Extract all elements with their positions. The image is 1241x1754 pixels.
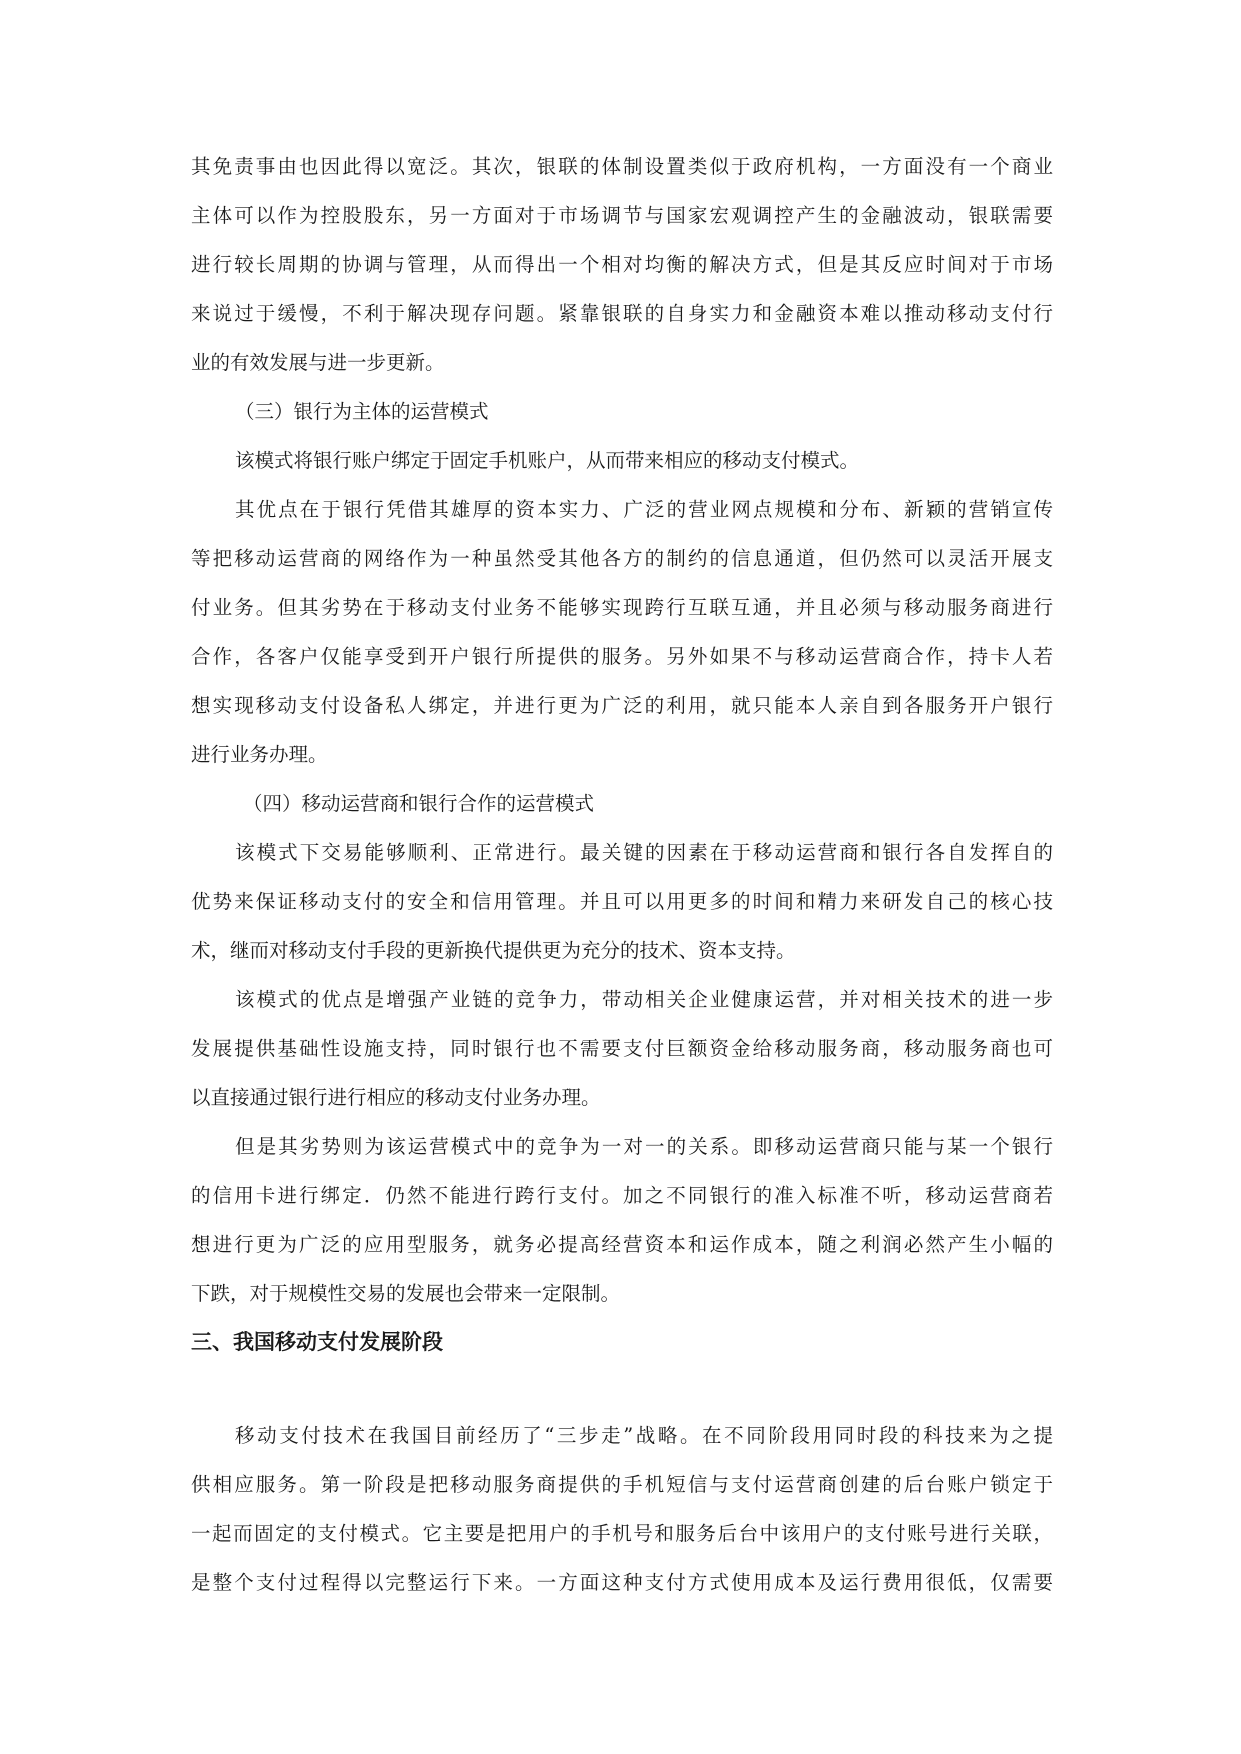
text-line: 等把移动运营商的网络作为一种虽然受其他各方的制约的信息通道，但仍然可以灵活开展支	[191, 547, 1053, 570]
text-line: 合作，各客户仅能享受到开户银行所提供的服务。另外如果不与移动运营商合作，持卡人若	[191, 645, 1053, 668]
text-line: 业的有效发展与进一步更新。	[191, 351, 445, 374]
text-line: 想实现移动支付设备私人绑定，并进行更为广泛的利用，就只能本人亲自到各服务开户银行	[191, 694, 1053, 717]
text-line: 术，继而对移动支付手段的更新换代提供更为充分的技术、资本支持。	[191, 939, 796, 962]
section-heading-3: 三、我国移动支付发展阶段	[191, 1330, 443, 1354]
paragraph-continuation	[191, 142, 1053, 387]
text-line: 付业务。但其劣势在于移动支付业务不能够实现跨行互联互通，并且必须与移动服务商进行	[191, 596, 1053, 619]
paragraph	[191, 828, 1053, 975]
text-line: 是整个支付过程得以完整运行下来。一方面这种支付方式使用成本及运行费用很低，仅需要	[191, 1571, 1053, 1594]
text-line: 发展提供基础性设施支持，同时银行也不需要支付巨额资金给移动服务商，移动服务商也可	[191, 1037, 1053, 1060]
text-line: 移动支付技术在我国目前经历了“三步走”战略。在不同阶段用同时段的科技来为之提	[235, 1424, 1053, 1447]
paragraph	[191, 975, 1053, 1122]
subsection-title-3: （三）银行为主体的运营模式	[235, 400, 489, 423]
text-line: 供相应服务。第一阶段是把移动服务商提供的手机短信与支付运营商创建的后台账户锁定于	[191, 1473, 1053, 1496]
text-line: 该模式下交易能够顺利、正常进行。最关键的因素在于移动运营商和银行各自发挥自的	[235, 841, 1053, 864]
paragraph	[191, 1411, 1053, 1607]
text-line: 该模式的优点是增强产业链的竞争力，带动相关企业健康运营，并对相关技术的进一步	[235, 988, 1053, 1011]
text-line: 一起而固定的支付模式。它主要是把用户的手机号和服务后台中该用户的支付账号进行关联，	[191, 1522, 1053, 1545]
paragraph	[191, 485, 1053, 779]
text-line: 其免责事由也因此得以宽泛。其次，银联的体制设置类似于政府机构，一方面没有一个商业	[191, 155, 1053, 178]
text-line: 该模式将银行账户绑定于固定手机账户，从而带来相应的移动支付模式。	[235, 449, 860, 472]
paragraph	[191, 1122, 1053, 1318]
text-line: 优势来保证移动支付的安全和信用管理。并且可以用更多的时间和精力来研发自己的核心技	[191, 890, 1053, 913]
text-line: 的信用卡进行绑定．仍然不能进行跨行支付。加之不同银行的准入标准不听，移动运营商若	[191, 1184, 1053, 1207]
paragraph	[191, 436, 1053, 485]
text-line: 主体可以作为控股股东，另一方面对于市场调节与国家宏观调控产生的金融波动，银联需要	[191, 204, 1053, 227]
text-line: 下跌，对于规模性交易的发展也会带来一定限制。	[191, 1282, 621, 1305]
document-body	[191, 142, 1053, 1607]
subsection-title-4: （四）移动运营商和银行合作的运营模式	[243, 792, 595, 815]
text-line: 其优点在于银行凭借其雄厚的资本实力、广泛的营业网点规模和分布、新颖的营销宣传	[235, 498, 1053, 521]
text-line: 来说过于缓慢，不利于解决现存问题。紧靠银联的自身实力和金融资本难以推动移动支付行	[191, 302, 1053, 325]
text-line: 进行业务办理。	[191, 743, 328, 766]
text-line: 但是其劣势则为该运营模式中的竞争为一对一的关系。即移动运营商只能与某一个银行	[235, 1135, 1053, 1158]
text-line: 进行较长周期的协调与管理，从而得出一个相对均衡的解决方式，但是其反应时间对于市场	[191, 253, 1053, 276]
text-line: 以直接通过银行进行相应的移动支付业务办理。	[191, 1086, 601, 1109]
text-line: 想进行更为广泛的应用型服务，就务必提高经营资本和运作成本，随之利润必然产生小幅的	[191, 1233, 1053, 1256]
